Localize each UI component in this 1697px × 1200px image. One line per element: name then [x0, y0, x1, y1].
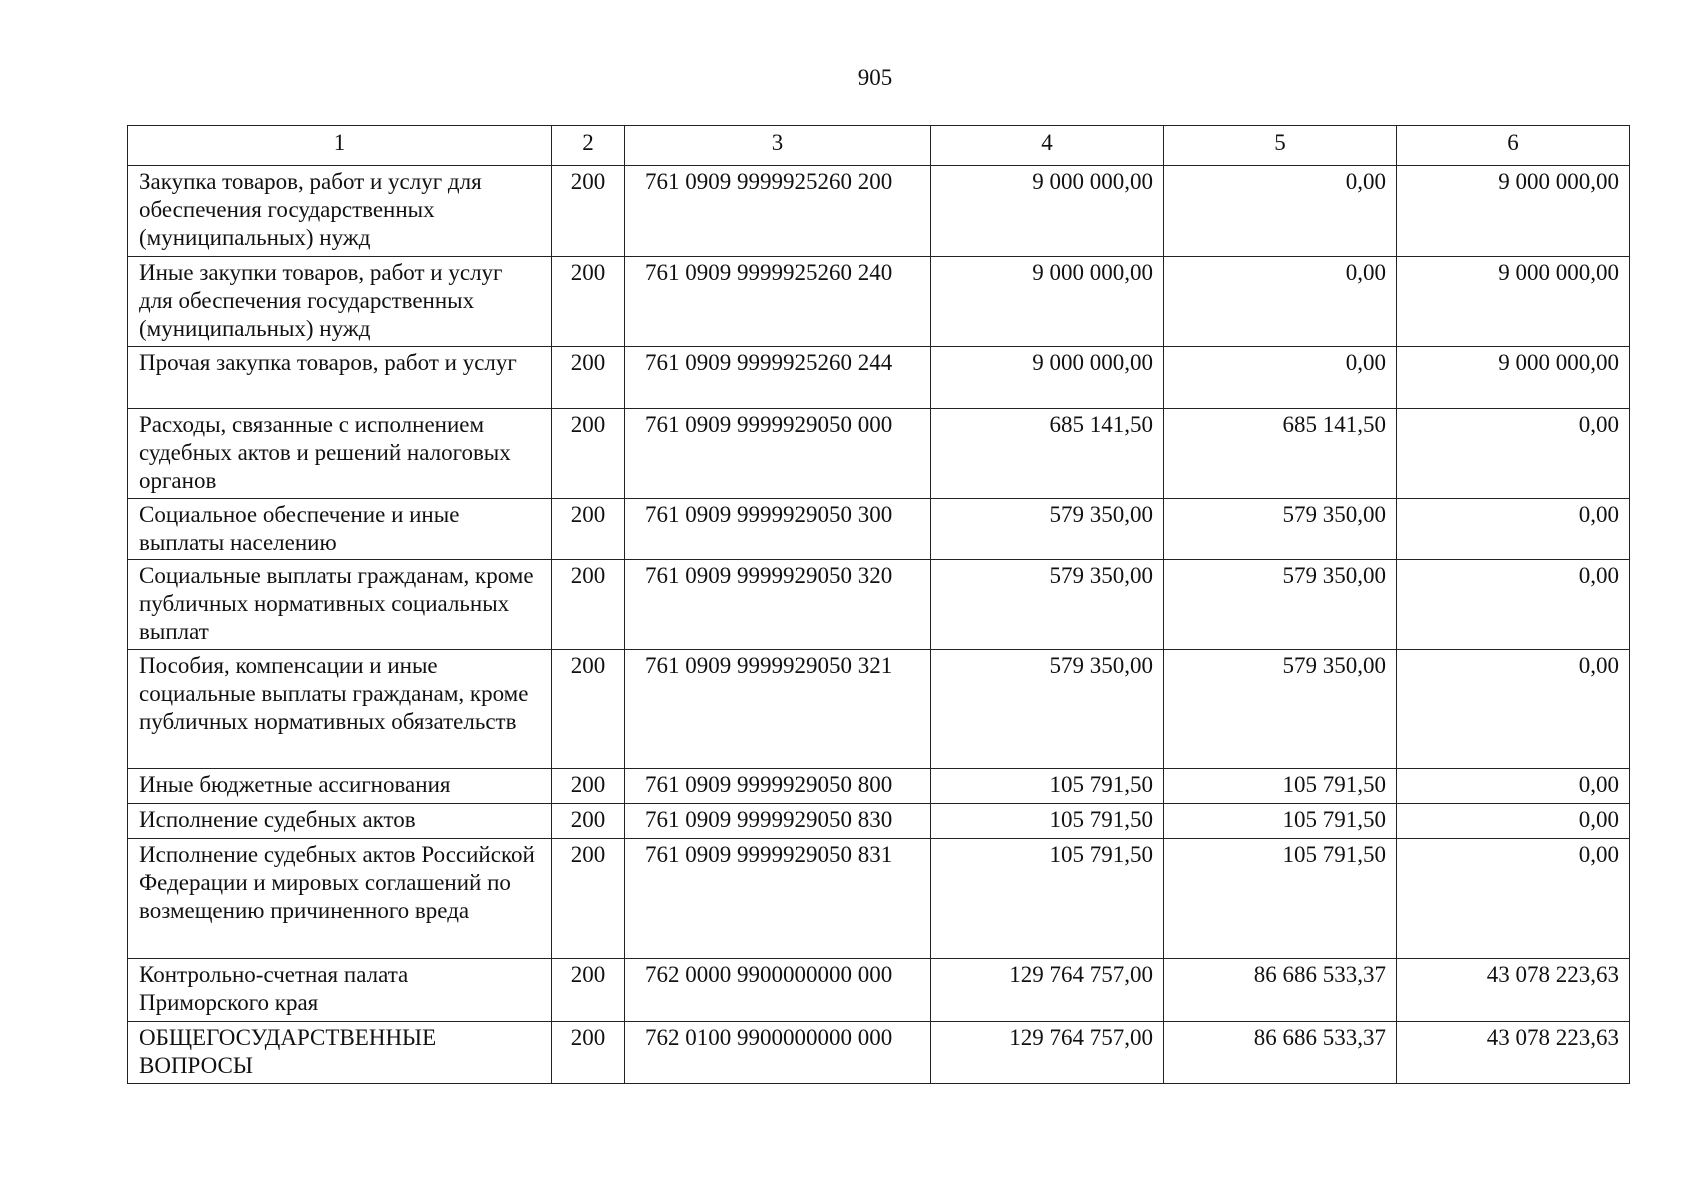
row-value-4-cell: 105 791,50 [931, 804, 1164, 839]
row-value-6-cell: 0,00 [1397, 409, 1630, 499]
row-value-4-cell: 685 141,50 [931, 409, 1164, 499]
budget-table [127, 125, 1630, 1084]
row-value-6-cell: 9 000 000,00 [1397, 166, 1630, 257]
table-row [128, 650, 1630, 769]
row-value-4-cell: 9 000 000,00 [931, 257, 1164, 347]
row-code-cell: 200 [552, 257, 625, 347]
row-value-5-cell: 105 791,50 [1164, 804, 1397, 839]
row-kbk-cell: 762 0000 9900000000 000 [625, 959, 931, 1022]
row-value-6-cell: 9 000 000,00 [1397, 257, 1630, 347]
row-value-4-cell: 579 350,00 [931, 560, 1164, 650]
row-name-cell: Социальное обеспечение и иные выплаты населению [128, 499, 552, 560]
row-value-5-cell: 0,00 [1164, 166, 1397, 257]
row-value-5-cell: 105 791,50 [1164, 839, 1397, 959]
column-header: 5 [1164, 126, 1397, 166]
row-kbk-cell: 761 0909 9999929050 000 [625, 409, 931, 499]
row-name-cell: Исполнение судебных актов [128, 804, 552, 839]
row-kbk-cell: 761 0909 9999929050 300 [625, 499, 931, 560]
row-kbk-cell: 761 0909 9999925260 244 [625, 347, 931, 409]
row-value-6-cell: 0,00 [1397, 804, 1630, 839]
column-header: 4 [931, 126, 1164, 166]
row-value-5-cell: 0,00 [1164, 347, 1397, 409]
row-value-5-cell: 685 141,50 [1164, 409, 1397, 499]
row-value-5-cell: 579 350,00 [1164, 560, 1397, 650]
row-name-cell: Социальные выплаты гражданам, кроме публичных нормативных социальных выплат [128, 560, 552, 650]
row-value-5-cell: 0,00 [1164, 257, 1397, 347]
row-value-5-cell: 86 686 533,37 [1164, 959, 1397, 1022]
table-row [128, 347, 1630, 409]
row-value-4-cell: 105 791,50 [931, 839, 1164, 959]
table-row [128, 257, 1630, 347]
table-row [128, 804, 1630, 839]
row-kbk-cell: 761 0909 9999929050 320 [625, 560, 931, 650]
row-kbk-cell: 761 0909 9999925260 240 [625, 257, 931, 347]
row-value-4-cell: 9 000 000,00 [931, 347, 1164, 409]
row-name-cell: Иные закупки товаров, работ и услуг для обеспечения государственных (муниципальных) нужд [128, 257, 552, 347]
column-header: 1 [128, 126, 552, 166]
row-value-4-cell: 579 350,00 [931, 499, 1164, 560]
row-kbk-cell: 761 0909 9999929050 800 [625, 769, 931, 804]
row-code-cell: 200 [552, 650, 625, 769]
row-name-cell: Контрольно-счетная палата Приморского края [128, 959, 552, 1022]
row-name-cell: Расходы, связанные с исполнением судебных актов и решений налоговых органов [128, 409, 552, 499]
table-row [128, 409, 1630, 499]
table-row [128, 839, 1630, 959]
row-code-cell: 200 [552, 769, 625, 804]
row-value-5-cell: 86 686 533,37 [1164, 1022, 1397, 1084]
row-code-cell: 200 [552, 347, 625, 409]
row-value-6-cell: 0,00 [1397, 839, 1630, 959]
row-name-cell: ОБЩЕГОСУДАРСТВЕННЫЕ ВОПРОСЫ [128, 1022, 552, 1084]
row-value-5-cell: 105 791,50 [1164, 769, 1397, 804]
row-name-cell: Пособия, компенсации и иные социальные выплаты гражданам, кроме публичных нормативных обязательств [128, 650, 552, 769]
table-row [128, 769, 1630, 804]
page-number: 905 [857, 65, 893, 90]
row-name-cell: Иные бюджетные ассигнования [128, 769, 552, 804]
row-value-4-cell: 129 764 757,00 [931, 1022, 1164, 1084]
row-kbk-cell: 762 0100 9900000000 000 [625, 1022, 931, 1084]
table-row [128, 959, 1630, 1022]
row-value-5-cell: 579 350,00 [1164, 499, 1397, 560]
table-row [128, 499, 1630, 560]
row-value-4-cell: 129 764 757,00 [931, 959, 1164, 1022]
row-code-cell: 200 [552, 166, 625, 257]
row-value-4-cell: 105 791,50 [931, 769, 1164, 804]
row-code-cell: 200 [552, 499, 625, 560]
row-kbk-cell: 761 0909 9999929050 830 [625, 804, 931, 839]
row-value-4-cell: 9 000 000,00 [931, 166, 1164, 257]
table-row [128, 560, 1630, 650]
row-code-cell: 200 [552, 409, 625, 499]
row-code-cell: 200 [552, 959, 625, 1022]
row-kbk-cell: 761 0909 9999929050 321 [625, 650, 931, 769]
row-name-cell: Закупка товаров, работ и услуг для обеспечения государственных (муниципальных) нужд [128, 166, 552, 257]
row-value-6-cell: 9 000 000,00 [1397, 347, 1630, 409]
row-code-cell: 200 [552, 560, 625, 650]
row-name-cell: Исполнение судебных актов Российской Федерации и мировых соглашений по возмещению причиненного вреда [128, 839, 552, 959]
row-code-cell: 200 [552, 1022, 625, 1084]
row-value-6-cell: 0,00 [1397, 650, 1630, 769]
table-header-row [128, 126, 1630, 166]
row-value-5-cell: 579 350,00 [1164, 650, 1397, 769]
table-row [128, 166, 1630, 257]
column-header: 3 [625, 126, 931, 166]
row-value-6-cell: 0,00 [1397, 769, 1630, 804]
row-code-cell: 200 [552, 804, 625, 839]
table-row [128, 1022, 1630, 1084]
row-name-cell: Прочая закупка товаров, работ и услуг [128, 347, 552, 409]
row-code-cell: 200 [552, 839, 625, 959]
column-header: 2 [552, 126, 625, 166]
row-value-4-cell: 579 350,00 [931, 650, 1164, 769]
column-header: 6 [1397, 126, 1630, 166]
row-kbk-cell: 761 0909 9999925260 200 [625, 166, 931, 257]
row-value-6-cell: 43 078 223,63 [1397, 1022, 1630, 1084]
row-value-6-cell: 43 078 223,63 [1397, 959, 1630, 1022]
row-value-6-cell: 0,00 [1397, 499, 1630, 560]
row-kbk-cell: 761 0909 9999929050 831 [625, 839, 931, 959]
row-value-6-cell: 0,00 [1397, 560, 1630, 650]
